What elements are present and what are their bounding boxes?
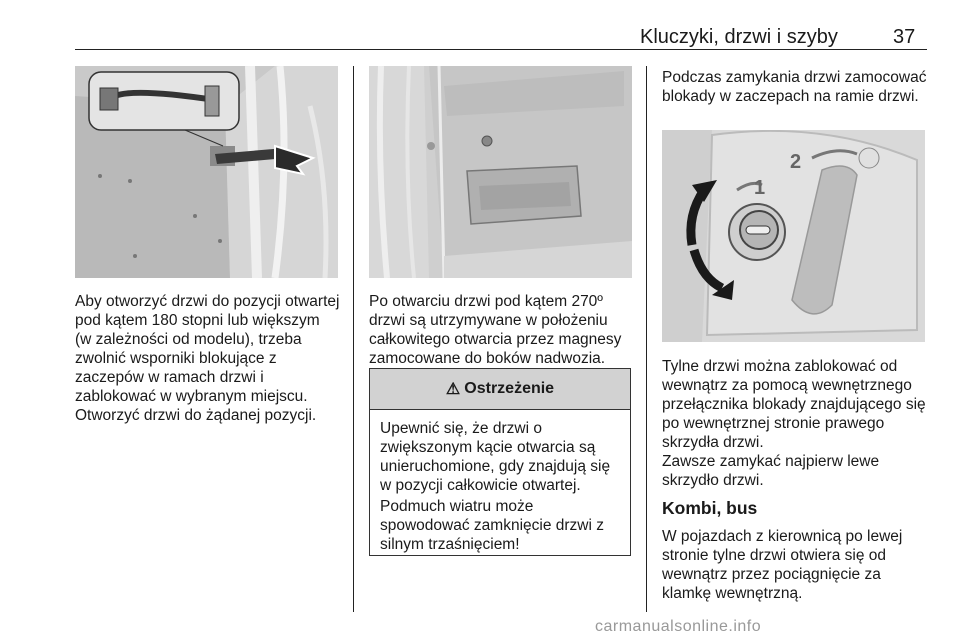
col1-paragraph: Aby otworzyć drzwi do pozycji otwartej pod kątem 180 stopni lub większym (w zależności od modelu), trzeba zwolnić wsporniki blokujące z zaczepów w ramach drzwi i zablokować w wybranym miejscu. Otworzyć drzwi do żądanej pozycji. — [75, 293, 340, 424]
warning-triangle-icon: ⚠ — [445, 381, 461, 398]
col3-paragraph-1: Tylne drzwi można zablokować od wewnątrz za pomocą wewnętrznego przełącznika blokady znajdującego się po wewnętrznej stronie prawego skrzydła drzwi. — [662, 358, 926, 451]
warning-title: Ostrzeżenie — [464, 380, 555, 397]
lock-position-2-label: 2 — [790, 151, 802, 173]
warning-box — [369, 368, 631, 556]
col2-paragraph: Po otwarciu drzwi pod kątem 270º drzwi są utrzymywane w położeniu całkowitego otwarcia przez magnesy zamocowane do boków nadwozia. — [369, 293, 622, 367]
footer-watermark: carmanualsonline.info — [595, 618, 762, 635]
warning-paragraph-2: Podmuch wiatru może spowodować zamknięcie drzwi z silnym trzaśnięciem! — [380, 498, 604, 553]
column-divider-1 — [353, 66, 354, 612]
door-magnet-figure — [369, 66, 632, 278]
section-heading: Kombi, bus — [662, 498, 758, 518]
col3-paragraph-3: W pojazdach z kierownicą po lewej stronie tylne drzwi otwiera się od wewnątrz przez pociągnięcie za klamkę wewnętrzną. — [662, 528, 903, 602]
column-divider-2 — [646, 66, 647, 612]
door-lock-knob-illustration — [662, 130, 925, 342]
col3-paragraph-2: Zawsze zamykać najpierw lewe skrzydło drzwi. — [662, 453, 880, 489]
door-stopper-figure — [75, 66, 338, 278]
col3-intro: Podczas zamykania drzwi zamocować blokady w zaczepach na ramie drzwi. — [662, 69, 927, 105]
door-lock-figure — [662, 130, 925, 342]
warning-header — [370, 369, 630, 410]
page-number: 37 — [893, 26, 916, 48]
page-header-title: Kluczyki, drzwi i szyby — [640, 26, 838, 48]
header-rule — [75, 49, 927, 50]
warning-paragraph-1: Upewnić się, że drzwi o zwiększonym kącie otwarcia są unieruchomione, gdy znajdują się w pozycji całkowicie otwartej. — [380, 420, 611, 494]
door-stopper-illustration — [75, 66, 338, 278]
lock-position-1-label: 1 — [754, 177, 766, 199]
door-magnet-illustration — [369, 66, 632, 278]
